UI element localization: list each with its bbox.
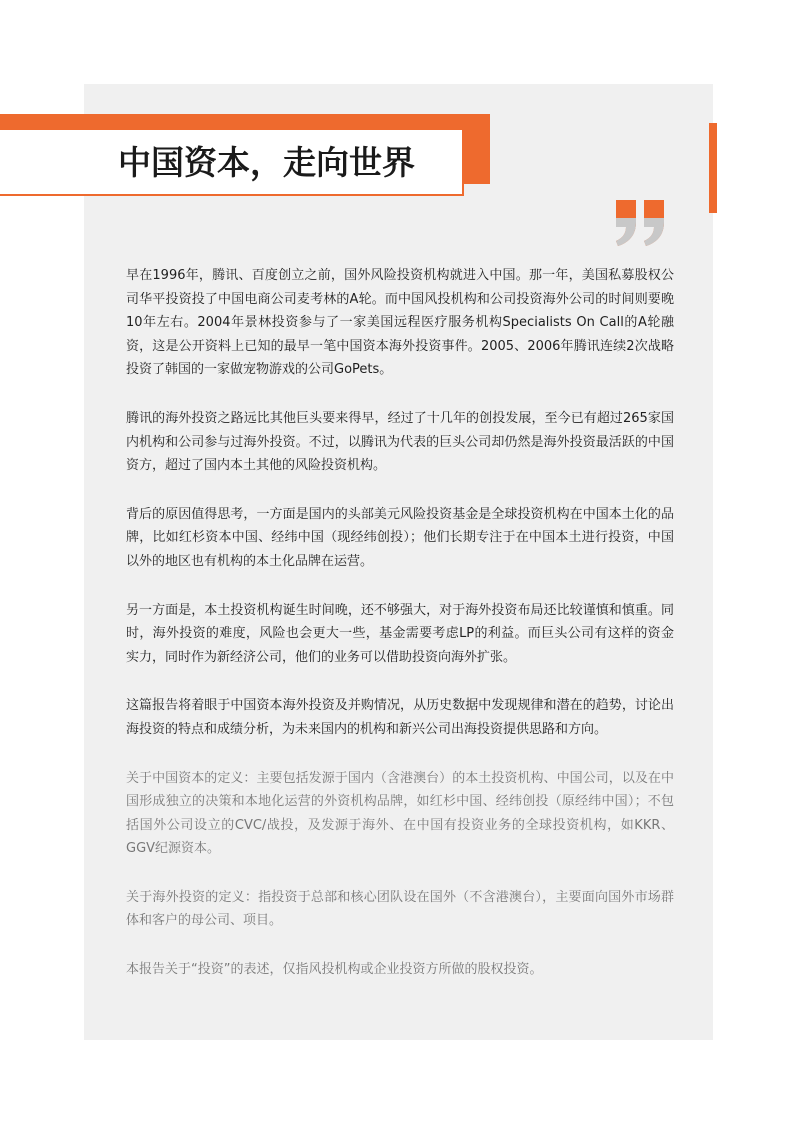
definition-note: 关于中国资本的定义：主要包括发源于国内（含港澳台）的本土投资机构、中国公司，以及在中国形成独立的决策和本地化运营的外资机构品牌，如红杉中国、经纬创投（原经纬中国）；不包括国外公司设立的CVC/战投，及发源于海外、在中国有投资业务的全球投资机构，如KKR、GGV纪源资本。 — [126, 770, 674, 857]
paragraph: 早在1996年，腾讯、百度创立之前，国外风险投资机构就进入中国。那一年，美国私募股权公司华平投资投了中国电商公司麦考林的A轮。而中国风投机构和公司投资海外公司的时间则要晚10年左右。2004年景林投资参与了一家美国远程医疗服务机构Specialists On Call的A轮融资，这是公开资料上已知的最早一笔中国资本海外投资事件。2005、2006年腾讯连续2次战略投资了韩国的一家做宠物游戏的公司GoPets。 — [126, 268, 674, 378]
paragraph: 背后的原因值得思考，一方面是国内的头部美元风险投资基金是全球投资机构在中国本土化的品牌，比如红杉资本中国、经纬中国（现经纬创投）；他们长期专注于在中国本土进行投资，中国以外的地区也有机构的本土化品牌在运营。 — [126, 506, 674, 569]
right-edge-accent — [709, 123, 717, 213]
paragraph: 腾讯的海外投资之路远比其他巨头要来得早，经过了十几年的创投发展，至今已有超过265家国内机构和公司参与过海外投资。不过，以腾讯为代表的巨头公司却仍然是海外投资最活跃的中国资方，超过了国内本土其他的风险投资机构。 — [126, 410, 674, 474]
paragraph: 另一方面是，本土投资机构诞生时间晚，还不够强大，对于海外投资布局还比较谨慎和慎重。同时，海外投资的难度，风险也会更大一些，基金需要考虑LP的利益。而巨头公司有这样的资金实力，同时作为新经济公司，他们的业务可以借助投资向海外扩张。 — [126, 602, 674, 665]
paragraph: 这篇报告将着眼于中国资本海外投资及并购情况，从历史数据中发现规律和潜在的趋势，讨论出海投资的特点和成绩分析，为未来国内的机构和新兴公司出海投资提供思路和方向。 — [126, 698, 674, 737]
article-body — [126, 264, 674, 1007]
definition-note: 本报告关于“投资”的表述，仅指风投机构或企业投资方所做的股权投资。 — [126, 962, 543, 978]
page-title: 中国资本，走向世界 — [118, 143, 415, 182]
definition-note: 关于海外投资的定义：指投资于总部和核心团队设在国外（不含港澳台），主要面向国外市场群体和客户的母公司、项目。 — [126, 889, 674, 929]
quote-marks-icon — [614, 200, 668, 248]
